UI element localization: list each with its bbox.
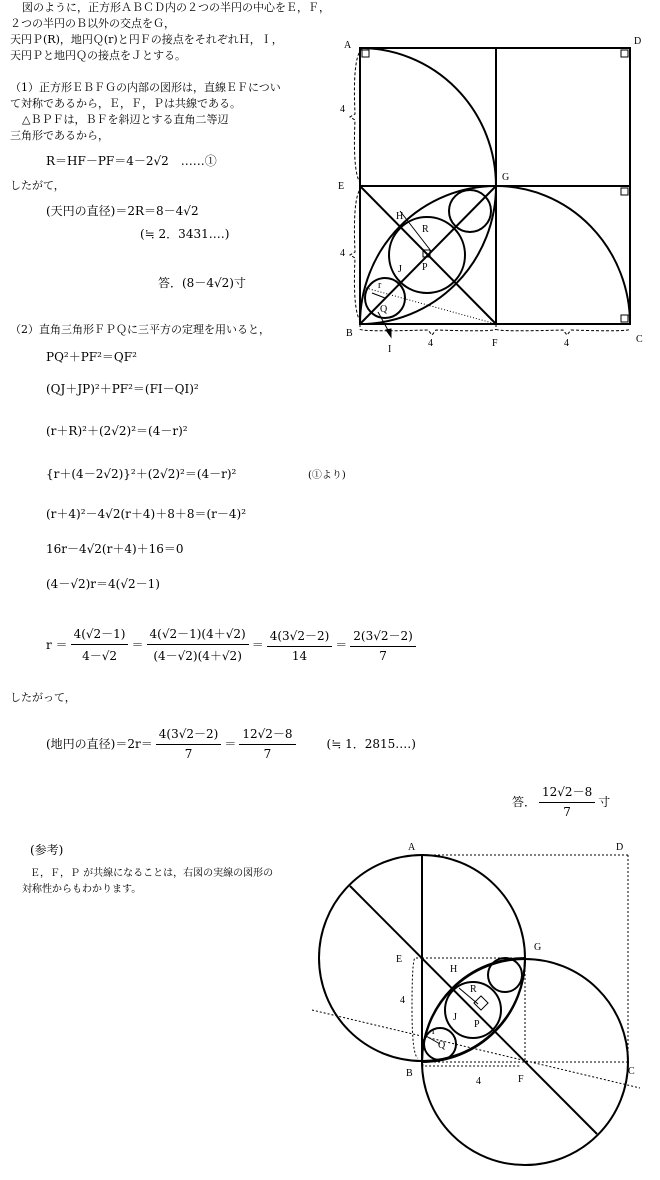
fig2-circle-small <box>488 958 522 992</box>
part2-r-fraction-row <box>46 625 419 664</box>
intro-line-2: ２つの半円のＢ以外の交点をＧ， <box>10 17 175 30</box>
figure-2 <box>300 835 660 1175</box>
fig1-label-d: D <box>634 36 642 47</box>
fig2-label-c: C <box>628 1066 635 1077</box>
fig1-dim-upper-left: 4 <box>340 104 345 115</box>
fraction-4 <box>350 627 416 663</box>
diameter-lhs: (地円の直径)＝2r＝ <box>46 736 153 751</box>
fraction-1-num: 4(√2－1) <box>71 625 129 645</box>
fig2-label-a: A <box>408 842 416 853</box>
eq-sign-4: ＝ <box>224 736 237 751</box>
part1-therefore: したがて， <box>10 179 65 192</box>
fig1-label-g: G <box>502 172 510 183</box>
fig1-label-f: F <box>492 338 498 349</box>
reference-line-2: 対称性からもわかります。 <box>22 884 142 895</box>
fig1-dim-lower-left: 4 <box>340 248 345 259</box>
answer-prefix: 答． <box>512 794 537 809</box>
fig1-label-h: H <box>396 211 404 222</box>
fraction-3-num: 4(3√2－2) <box>267 627 333 647</box>
fig2-label-h: H <box>450 964 458 975</box>
part2-approx: (≒ 1．2815‥‥) <box>326 736 416 751</box>
eq-sign-2: ＝ <box>251 638 264 652</box>
diameter-fraction-1-den: 7 <box>184 747 193 761</box>
part1-approx: (≒ 2．3431‥‥) <box>140 227 230 241</box>
fig1-label-a: A <box>344 40 352 51</box>
fig1-label-c: C <box>636 334 643 345</box>
part1-line-2: て対称であるから，Ｅ，Ｆ，Ｐは共線である。 <box>10 97 241 110</box>
fraction-4-den: 7 <box>379 648 387 663</box>
eq-sign-1: ＝ <box>131 638 144 652</box>
part1-line-1: （1）正方形ＥＢＦＧの内部の図形は，直線ＥＦについ <box>10 81 281 94</box>
part2-eq3: (r＋R)²＋(2√2)²＝(4－r)² <box>46 424 188 438</box>
diameter-fraction-2-den: 7 <box>263 747 272 761</box>
part2-diameter-row <box>46 725 416 761</box>
reference-line-1: Ｅ，Ｆ，Ｐ が共線になることは，右図の実線の図形の <box>30 868 274 879</box>
eq-sign-3: ＝ <box>335 638 348 652</box>
part2-eq7: (4－√2)r＝4(√2－1) <box>46 577 160 591</box>
fig2-label-r-big: R <box>470 984 477 995</box>
answer-fraction-num: 12√2－8 <box>539 783 595 803</box>
fig1-label-r-small: r <box>378 280 382 291</box>
fraction-1-den: 4－√2 <box>82 649 117 663</box>
answer-fraction-den: 7 <box>563 805 571 819</box>
fig2-line-ef <box>350 886 597 1134</box>
part2-intro: （2）直角三角形ＦＰＱに三平方の定理を用いると， <box>10 323 270 336</box>
fraction-2 <box>147 625 249 664</box>
part2-answer <box>512 783 610 819</box>
part2-eq4-note: (①より) <box>308 470 346 481</box>
fig2-label-q: Q <box>438 1040 446 1051</box>
intro-line-4: 天円Ｐと地円Ｑの接点をＪとする。 <box>10 49 186 62</box>
answer-unit: 寸 <box>598 794 611 809</box>
reference-heading: (参考) <box>30 843 64 857</box>
part2-eq4: {r＋(4－2√2)}²＋(2√2)²＝(4－r)² <box>46 467 237 481</box>
fig1-arc-right <box>496 186 630 324</box>
part2-eq2: (QJ＋JP)²＋PF²＝(FI－QI)² <box>46 382 199 396</box>
fraction-4-num: 2(3√2－2) <box>350 627 416 647</box>
fraction-1 <box>71 625 129 664</box>
fig2-label-f: F <box>518 1074 524 1085</box>
diameter-fraction-1-num: 4(3√2－2) <box>156 725 222 745</box>
fig1-label-i: I <box>388 344 392 355</box>
fig2-label-b: B <box>406 1068 413 1079</box>
fig1-dim-bottom-left: 4 <box>428 338 433 349</box>
fig1-label-r-big: R <box>422 224 429 235</box>
part2-therefore: したがって， <box>10 691 76 704</box>
fig2-label-r-small: r <box>432 1026 436 1037</box>
part1-answer: 答．(8－4√2)寸 <box>158 276 246 290</box>
part1-line-4: 三角形であるから， <box>10 129 109 142</box>
answer-fraction <box>539 783 595 819</box>
fraction-2-den: (4－√2)(4＋√2) <box>153 649 242 663</box>
diameter-fraction-1 <box>156 725 222 761</box>
fraction-2-num: 4(√2－1)(4＋√2) <box>147 625 249 645</box>
fraction-3 <box>267 627 333 663</box>
diameter-fraction-2-num: 12√2－8 <box>239 725 295 745</box>
r-lhs: r ＝ <box>46 638 68 652</box>
part2-eq6: 16r－4√2(r＋4)＋16＝0 <box>46 542 184 556</box>
fig1-label-p: P <box>422 262 428 273</box>
fig2-label-d: D <box>616 842 624 853</box>
fig2-label-j: J <box>453 1012 457 1023</box>
intro-line-1: 図のように，正方形ＡＢＣＤ内の２つの半円の中心をＥ，Ｆ， <box>22 1 330 14</box>
fig2-label-i: I <box>422 1038 426 1049</box>
part1-eq1: R＝HF－PF＝4－2√2 ‥‥‥① <box>46 154 217 168</box>
fig1-label-j: J <box>398 264 402 275</box>
fig2-label-e: E <box>396 954 403 965</box>
fig2-dim-bottom: 4 <box>476 1076 481 1087</box>
fig2-label-p: P <box>474 1019 480 1030</box>
fig1-dim-bottom-right: 4 <box>564 338 569 349</box>
fig1-arc-upper <box>360 48 496 186</box>
fig1-label-e: E <box>338 181 345 192</box>
fig1-label-q: Q <box>380 304 388 315</box>
part2-eq5: (r＋4)²－4√2(r＋4)＋8＋8＝(r－4)² <box>46 507 247 521</box>
part1-eq2: (天円の直径)＝2R＝8－4√2 <box>46 204 199 218</box>
intro-line-3: 天円Ｐ(R)，地円Ｑ(r)と円Ｆの接点をそれぞれＨ，Ｉ， <box>10 33 283 46</box>
fraction-3-den: 14 <box>291 648 308 663</box>
fig1-label-b: B <box>346 328 353 339</box>
part2-eq1: PQ²＋PF²＝QF² <box>46 350 137 364</box>
fig2-dim-left: 4 <box>400 995 405 1006</box>
diameter-fraction-2 <box>239 725 295 761</box>
fig2-label-g: G <box>534 942 542 953</box>
figure-1 <box>330 30 660 360</box>
part1-line-3: △ＢＰＦは，ＢＦを斜辺とする直角二等辺 <box>22 113 229 126</box>
